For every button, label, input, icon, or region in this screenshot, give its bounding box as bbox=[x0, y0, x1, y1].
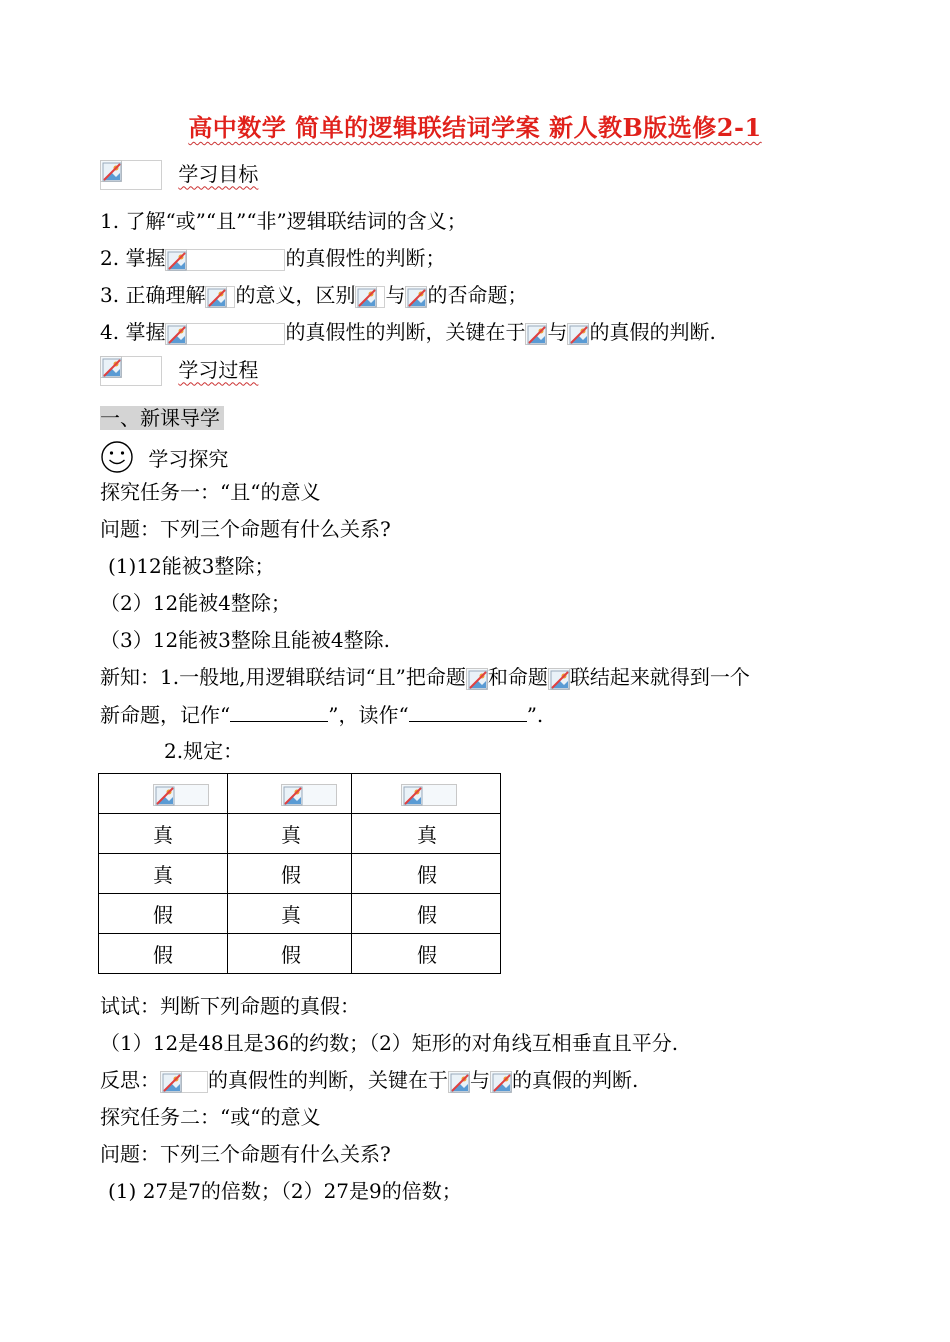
explore-heading: 学习探究 bbox=[100, 440, 228, 480]
section-heading-process: 学习过程 bbox=[100, 356, 258, 386]
trial-label: 试试：判断下列命题的真假： bbox=[100, 994, 360, 1018]
fill-blank-notation[interactable] bbox=[230, 701, 328, 722]
task1-proposition-1: (1)12能被3整除； bbox=[108, 554, 275, 578]
formula-image-placeholder bbox=[205, 286, 235, 308]
broken-image-icon bbox=[355, 286, 377, 308]
table-cell: 假 bbox=[417, 903, 437, 927]
task1-title: 探究任务一：“且“的意义 bbox=[100, 480, 321, 504]
broken-image-icon bbox=[466, 668, 488, 690]
heading-image-placeholder bbox=[100, 356, 162, 386]
table-cell: 真 bbox=[153, 823, 173, 847]
formula-image-placeholder bbox=[401, 784, 457, 806]
task1-new-knowledge: 新知：1.一般地,用逻辑联结词“且”把命题 和命题 联结起来就得到一个 bbox=[100, 665, 750, 689]
broken-image-icon bbox=[160, 1071, 182, 1093]
document-title: 高中数学 简单的逻辑联结词学案 新人教B版选修2-1 bbox=[188, 113, 762, 142]
trial-reflection: 反思： 的真假性的判断，关键在于 与 的真假的判断. bbox=[100, 1068, 639, 1092]
broken-image-icon bbox=[548, 668, 570, 690]
smiley-icon bbox=[100, 440, 134, 480]
task1-proposition-3: （3）12能被3整除且能被4整除. bbox=[100, 628, 390, 652]
broken-image-icon bbox=[401, 784, 457, 806]
fill-blank-reading[interactable] bbox=[409, 701, 527, 722]
broken-image-icon bbox=[448, 1071, 470, 1093]
table-header-row bbox=[99, 774, 501, 814]
table-cell: 假 bbox=[281, 943, 301, 967]
table-cell: 真 bbox=[153, 863, 173, 887]
formula-image-placeholder bbox=[165, 249, 285, 271]
task2-propositions: (1) 27是7的倍数；（2）27是9的倍数； bbox=[108, 1179, 462, 1203]
broken-image-icon bbox=[405, 286, 427, 308]
part-heading-new-lesson: 一、新课导学 bbox=[100, 405, 224, 431]
table-cell: 假 bbox=[417, 943, 437, 967]
broken-image-icon bbox=[165, 323, 187, 345]
table-cell: 真 bbox=[281, 903, 301, 927]
broken-image-icon bbox=[153, 784, 209, 806]
table-cell: 真 bbox=[281, 823, 301, 847]
table-cell: 假 bbox=[417, 863, 437, 887]
broken-image-icon bbox=[100, 160, 122, 182]
broken-image-icon bbox=[567, 323, 589, 345]
task2-title: 探究任务二：“或“的意义 bbox=[100, 1105, 321, 1129]
objective-3: 3. 正确理解 的意义，区别 与 的否命题； bbox=[100, 283, 528, 307]
objective-2: 2. 掌握 的真假性的判断； bbox=[100, 246, 446, 270]
broken-image-icon bbox=[205, 286, 227, 308]
table-row bbox=[99, 854, 501, 894]
formula-image-placeholder bbox=[355, 286, 385, 308]
task1-rule: 2.规定： bbox=[164, 739, 244, 763]
table-cell: 假 bbox=[153, 943, 173, 967]
trial-items: （1）12是48且是36的约数；（2）矩形的对角线互相垂直且平分. bbox=[100, 1031, 679, 1055]
table-cell: 假 bbox=[153, 903, 173, 927]
truth-table bbox=[98, 773, 501, 974]
task1-question: 问题：下列三个命题有什么关系? bbox=[100, 517, 391, 541]
broken-image-icon bbox=[100, 356, 122, 378]
table-cell: 真 bbox=[417, 823, 437, 847]
table-row bbox=[99, 814, 501, 854]
formula-image-placeholder bbox=[165, 323, 285, 345]
section-heading-objectives: 学习目标 bbox=[100, 160, 258, 190]
broken-image-icon bbox=[490, 1071, 512, 1093]
broken-image-icon bbox=[281, 784, 337, 806]
broken-image-icon bbox=[165, 249, 187, 271]
objective-4: 4. 掌握 的真假性的判断，关键在于 与 的真假的判断. bbox=[100, 320, 716, 344]
task1-proposition-2: （2）12能被4整除； bbox=[100, 591, 291, 615]
task1-notation: 新命题，记作“ ”，读作“ ”. bbox=[100, 703, 544, 727]
table-cell: 假 bbox=[281, 863, 301, 887]
task2-question: 问题：下列三个命题有什么关系? bbox=[100, 1142, 391, 1166]
heading-image-placeholder bbox=[100, 160, 162, 190]
table-row bbox=[99, 934, 501, 974]
objective-1: 1. 了解“或”“且”“非”逻辑联结词的含义； bbox=[100, 209, 467, 233]
broken-image-icon bbox=[525, 323, 547, 345]
formula-image-placeholder bbox=[160, 1071, 208, 1093]
table-row bbox=[99, 894, 501, 934]
